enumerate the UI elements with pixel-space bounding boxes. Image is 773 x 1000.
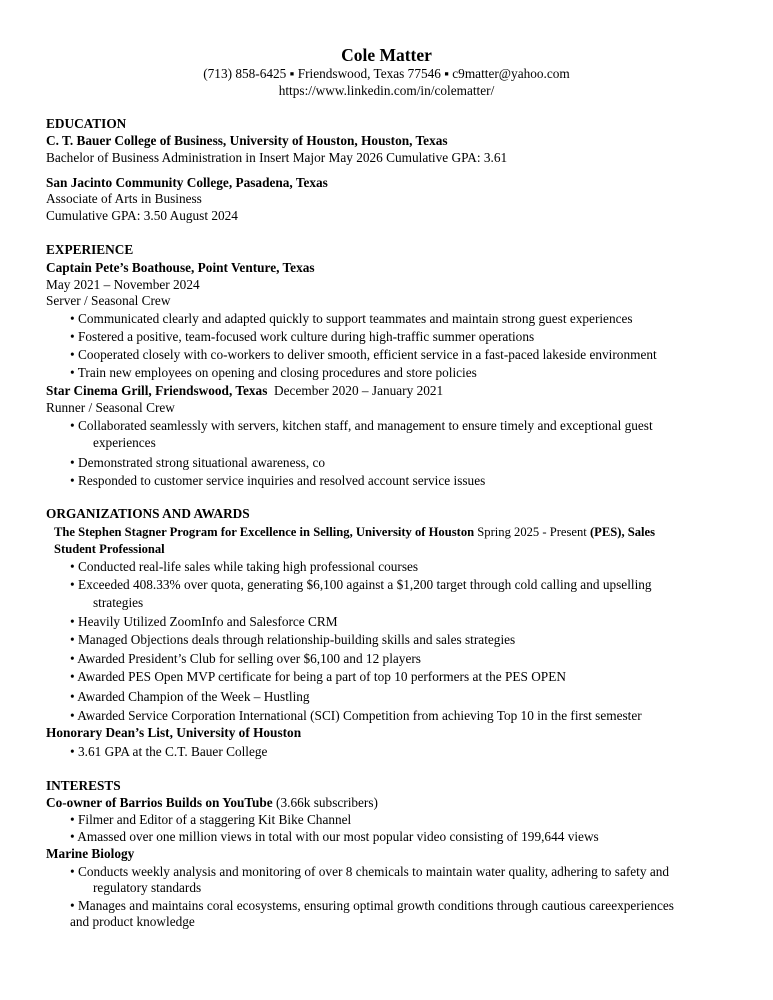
job-dates: December 2020 – January 2021: [274, 383, 444, 398]
bullet-item: • Managed Objections deals through relationship-building skills and sales strategies: [70, 632, 515, 648]
bullet-item: • Heavily Utilized ZoomInfo and Salesforce CRM: [70, 614, 338, 630]
linkedin-link[interactable]: https://www.linkedin.com/in/colematter/: [278, 83, 495, 98]
school-name: San Jacinto Community College, Pasadena, Texas: [46, 175, 328, 190]
resume-name: Cole Matter: [341, 45, 432, 65]
bullet-item: • Demonstrated strong situational awareness, co: [70, 455, 325, 471]
employer-name: Captain Pete’s Boathouse, Point Venture, Texas: [46, 260, 315, 275]
section-title-interests: INTERESTS: [46, 778, 121, 793]
bullet-item: • Exceeded 408.33% over quota, generating $6,100 against a $1,200 target through cold calling and upselling: [70, 577, 652, 593]
bullet-item: • Communicated clearly and adapted quickly to support teammates and maintain strong guest experiences: [70, 311, 633, 327]
interest-name: Marine Biology: [46, 846, 135, 861]
contact-line: (713) 858-6425 ▪ Friendswood, Texas 77546 ▪ c9matter@yahoo.com: [203, 66, 570, 81]
bullet-item: • Awarded Service Corporation International (SCI) Competition from achieving Top 10 in the first semester: [70, 708, 642, 724]
interest-heading: [46, 795, 378, 811]
bullet-continuation: strategies: [93, 595, 144, 610]
org-name: The Stephen Stagner Program for Excellence in Selling, University of Houston: [54, 525, 475, 539]
bullet-item: • Conducts weekly analysis and monitoring of over 8 chemicals to maintain water quality, adhering to safety and: [70, 864, 669, 880]
school-name: C. T. Bauer College of Business, University of Houston, Houston, Texas: [46, 133, 448, 148]
bullet-item: • Cooperated closely with co-workers to deliver smooth, efficient service in a fast-paced lakeside environment: [70, 347, 657, 363]
bullet-item: • Train new employees on opening and closing procedures and store policies: [70, 365, 477, 381]
section-title-experience: EXPERIENCE: [46, 242, 134, 257]
degree-line: Bachelor of Business Administration in Insert Major May 2026 Cumulative GPA: 3.61: [46, 150, 508, 165]
bullet-continuation: experiences: [93, 435, 156, 450]
org-role: Student Professional: [54, 542, 165, 556]
org-heading: [54, 524, 655, 540]
employer-line: [46, 383, 443, 399]
bullet-item: • Awarded Champion of the Week – Hustling: [70, 689, 310, 705]
section-title-organizations: ORGANIZATIONS AND AWARDS: [46, 506, 250, 521]
bullet-item: • Conducted real-life sales while taking high professional courses: [70, 559, 418, 575]
bullet-item: • Awarded President’s Club for selling over $6,100 and 12 players: [70, 651, 421, 667]
award-name: Honorary Dean’s List, University of Houston: [46, 725, 302, 740]
interest-name: Co-owner of Barrios Builds on YouTube: [46, 795, 273, 810]
section-title-education: EDUCATION: [46, 116, 127, 131]
org-role-suffix: (PES), Sales: [589, 525, 656, 539]
bullet-item: • Awarded PES Open MVP certificate for being a part of top 10 performers at the PES OPEN: [70, 669, 566, 685]
degree-line: Associate of Arts in Business: [46, 191, 202, 206]
bullet-continuation: and product knowledge: [70, 914, 195, 929]
interest-note: (3.66k subscribers): [276, 795, 378, 810]
gpa-line: Cumulative GPA: 3.50 August 2024: [46, 208, 238, 223]
bullet-item: • Fostered a positive, team-focused work culture during high-traffic summer operations: [70, 329, 534, 345]
job-role: Runner / Seasonal Crew: [46, 400, 175, 415]
bullet-item: • 3.61 GPA at the C.T. Bauer College: [70, 744, 267, 760]
bullet-item: • Manages and maintains coral ecosystems, ensuring optimal growth conditions through cautious careexperiences: [70, 898, 674, 914]
bullet-item: • Collaborated seamlessly with servers, kitchen staff, and management to ensure timely and exceptional guest: [70, 418, 653, 434]
bullet-item: • Amassed over one million views in total with our most popular video consisting of 199,644 views: [70, 829, 599, 845]
job-dates: May 2021 – November 2024: [46, 277, 200, 292]
employer-name: Star Cinema Grill, Friendswood, Texas: [46, 383, 268, 398]
bullet-item: • Filmer and Editor of a staggering Kit Bike Channel: [70, 812, 351, 828]
bullet-continuation: regulatory standards: [93, 880, 202, 895]
job-role: Server / Seasonal Crew: [46, 293, 171, 308]
bullet-item: • Responded to customer service inquiries and resolved account service issues: [70, 473, 485, 489]
org-dates: Spring 2025 - Present: [477, 525, 587, 539]
